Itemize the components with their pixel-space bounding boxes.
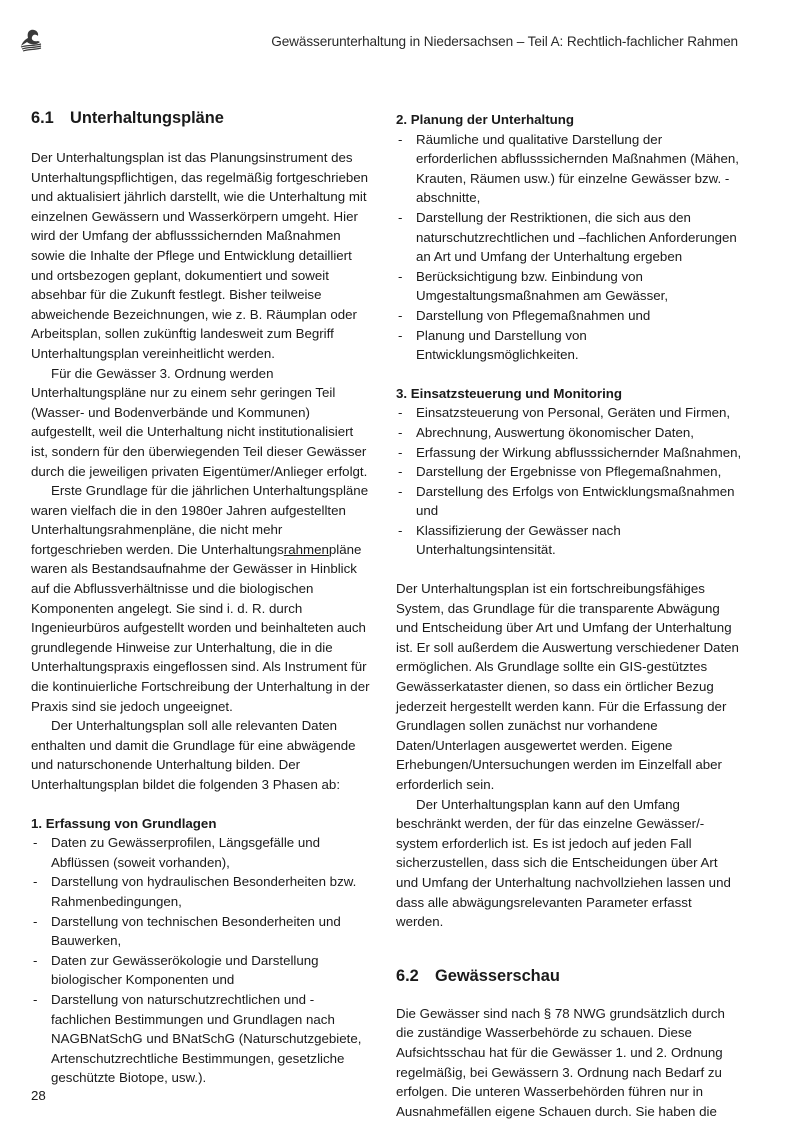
phase-list	[396, 403, 742, 560]
list-item: - Einsatzsteuerung von Personal, Geräten und Firmen,	[396, 403, 742, 423]
list-item: - Daten zur Gewässerökologie und Darstellung biologischer Komponenten und	[31, 951, 371, 990]
list-item: - Darstellung von hydraulischen Besonderheiten bzw. Rahmenbedingungen,	[31, 872, 371, 911]
section-title: Gewässerschau	[435, 966, 560, 985]
list-item: - Planung und Darstellung von Entwicklungsmöglichkeiten.	[396, 326, 742, 365]
phase-heading: 3. Einsatzsteuerung und Monitoring	[396, 385, 623, 401]
paragraph-text: Erste Grundlage für die jährlichen Unterhaltungspläne waren vielfach die in den 1980er Jahren aufgestellten Unterhaltungsrahmenpläne, die nicht mehr fortgeschrieben werden. Die Unterhaltungs	[31, 483, 369, 557]
list-item: - Darstellung von technischen Besonderheiten und Bauwerken,	[31, 912, 371, 951]
page-header	[0, 22, 800, 62]
paragraph-text: pläne waren als Bestandsaufnahme der Gewässer in Hinblick auf die Abflussverhältnisse und die biologischen Komponenten angelegt. Sie sind i. d. R. durch Ingenieurbüros aufgestellt worden und beinhalteten auch grundlegende Hinweise zur Unterhaltung, die in die Unterhaltungspraxis eingeflossen sind. Als Instrument für die kontinuierliche Fortschreibung der Unterhaltung in der Praxis sind sie jedoch ungeeignet.	[31, 541, 370, 714]
list-item: - Darstellung der Restriktionen, die sich aus den naturschutzrechtlichen und –fachlichen Anforderungen an Art und Umfang der Unterhaltung ergeben	[396, 208, 742, 267]
section-number: 6.2	[396, 966, 419, 985]
phase-list	[31, 833, 371, 1088]
left-column	[31, 108, 371, 1088]
section-heading-6-2	[396, 966, 742, 986]
underlined-text: rahmen	[283, 541, 329, 557]
list-item: - Berücksichtigung bzw. Einbindung von Umgestaltungsmaßnahmen am Gewässer,	[396, 267, 742, 306]
paragraph: Der Unterhaltungsplan ist ein fortschreibungsfähiges System, das Grundlage für die transparente Abwägung und Entscheidung über Art und Umfang der Unterhaltung ist. Er soll außerdem die Auswertung verschiedener Daten ermöglichen. Als Grundlage sollte ein GIS-gestütztes Gewässerkataster dienen, so dass ein örtlicher Bezug jederzeit hergestellt werden kann. Für die Erfassung der Grundlagen sollen zunächst nur vorhandene Daten/Unterlagen ausgewertet werden. Eigene Erhebungen/Untersuchungen werden im Einzelfall aber erforderlich sein.	[396, 581, 739, 792]
list-item: - Darstellung der Ergebnisse von Pflegemaßnahmen,	[396, 462, 742, 482]
section-title: Unterhaltungspläne	[70, 109, 224, 127]
list-item: - Klassifizierung der Gewässer nach Unterhaltungsintensität.	[396, 521, 742, 560]
list-item: - Räumliche und qualitative Darstellung der erforderlichen abflusssichernden Maßnahmen (Mähen, Krauten, Räumen usw.) für einzelne Gewässer bzw. -abschnitte,	[396, 130, 742, 208]
wave-logo-icon	[20, 28, 42, 54]
page-number: 28	[31, 1088, 46, 1103]
phase-list	[396, 130, 742, 365]
paragraph: Der Unterhaltungsplan ist das Planungsinstrument des Unterhaltungspflichtigen, das regelmäßig fortgeschrieben und aktualisiert jährlich darstellt, wie die Unterhaltung mit einzelnen Gewässern und Wasserkörpern umgeht. Hier wird der Umfang der abflusssichernden Maßnahmen sowie die Inhalte der Pflege und Entwicklung detailliert und ortsbezogen geplant, dokumentiert und soweit absehbar für die Zukunft festlegt. Bisher teilweise abweichende Bezeichnungen, wie z. B. Räumplan oder Arbeitsplan, sollen zukünftig landesweit zum Begriff Unterhaltungsplan vereinheitlicht werden.	[31, 150, 369, 361]
paragraph: Die Gewässer sind nach § 78 NWG grundsätzlich durch die zuständige Wasserbehörde zu schauen. Diese Aufsichtsschau hat für die Gewässer 1. und 2. Ordnung regelmäßig, bei Gewässern 3. Ordnung nach Bedarf zu erfolgen. Die unteren Wasserbehörden führen nur in Ausnahmefällen eigene Schauen durch. Sie haben die	[396, 1005, 725, 1119]
right-column	[396, 110, 742, 1121]
paragraph: Der Unterhaltungsplan kann auf den Umfang beschränkt werden, der für das einzelne Gewässer/-system erforderlich ist. Es ist jedoch auf jeden Fall sicherzustellen, dass sich die Entscheidungen über Art und Umfang der Unterhaltung nachvollziehen lassen und dass alle abwägungsrelevanten Parameter erfasst werden.	[396, 796, 731, 930]
running-header-title: Gewässerunterhaltung in Niedersachsen – Teil A: Rechtlich-fachlicher Rahmen	[271, 34, 738, 49]
paragraph: Für die Gewässer 3. Ordnung werden Unterhaltungspläne nur zu einem sehr geringen Teil (Wasser- und Bodenverbände und Kommunen) aufgestellt, weil die Unterhaltung nicht institutionalisiert ist, sondern für den überwiegenden Teil dieser Gewässer durch die jeweiligen privaten Eigentümer/Anlieger erfolgt.	[31, 365, 368, 479]
paragraph	[31, 481, 371, 716]
paragraph: Der Unterhaltungsplan soll alle relevanten Daten enthalten und damit die Grundlage für eine abwägende und naturschonende Unterhaltung bilden. Der Unterhaltungsplan bildet die folgenden 3 Phasen ab:	[31, 718, 356, 792]
section-heading-6-1	[31, 108, 371, 128]
section-number: 6.1	[31, 109, 54, 127]
list-item: - Erfassung der Wirkung abflusssichernder Maßnahmen,	[396, 443, 742, 463]
list-item: - Darstellung von Pflegemaßnahmen und	[396, 306, 742, 326]
list-item: - Darstellung von naturschutzrechtlichen und -fachlichen Bestimmungen und Grundlagen nach NAGBNatSchG und BNatSchG (Naturschutzgebiete, Artenschutzrechtliche Bestimmungen, gesetzliche geschützte Biotope, usw.).	[31, 990, 371, 1088]
list-item: - Daten zu Gewässerprofilen, Längsgefälle und Abflüssen (soweit vorhanden),	[31, 833, 371, 872]
phase-heading: 1. Erfassung von Grundlagen	[31, 815, 217, 831]
list-item: - Abrechnung, Auswertung ökonomischer Daten,	[396, 423, 742, 443]
phase-heading: 2. Planung der Unterhaltung	[396, 112, 575, 127]
list-item: - Darstellung des Erfolgs von Entwicklungsmaßnahmen und	[396, 482, 742, 521]
